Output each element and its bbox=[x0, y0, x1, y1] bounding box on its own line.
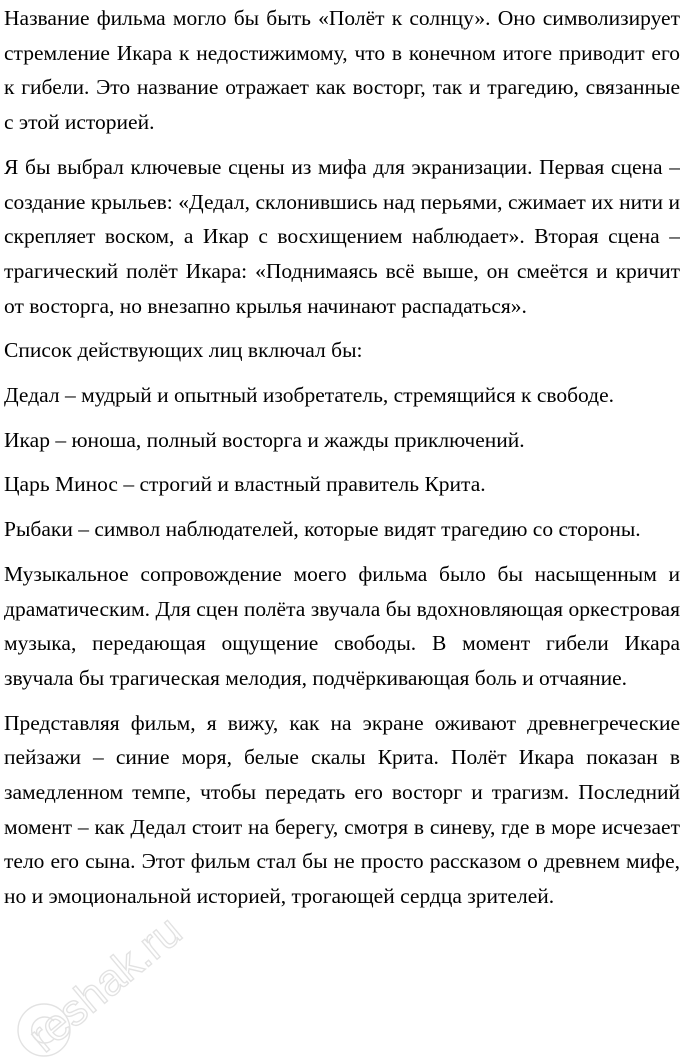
cast-item-icarus: Икар – юноша, полный восторга и жажды приключений. bbox=[4, 427, 525, 452]
paragraph-title-idea: Название фильма могло бы быть «Полёт к солнцу». Оно символизирует стремление Икара к недостижимому, что в конечном итоге приводит его к гибели. Это название отражает как восторг, так и трагедию, связанные с этой историей. bbox=[4, 6, 680, 135]
paragraph-vision: Представляя фильм, я вижу, как на экране оживают древнегреческие пейзажи – синие моря, белые скалы Крита. Полёт Икара показан в замедленном темпе, чтобы передать его восторг и трагизм. Последний момент – как Дедал стоит на берегу, смотря в синеву, где в море исчезает тело его сына. Этот фильм стал бы не просто рассказом о древнем мифе, но и эмоциональной историей, трогающей сердца зрителей. bbox=[4, 710, 680, 909]
watermark-copyright-c bbox=[32, 1017, 54, 1043]
cast-item-fishermen: Рыбаки – символ наблюдателей, которые видят трагедию со стороны. bbox=[4, 517, 641, 542]
watermark-text: reshak.ru bbox=[19, 906, 192, 1062]
document-body bbox=[4, 0, 680, 924]
watermark-copyright-icon bbox=[18, 1004, 70, 1056]
paragraph-music: Музыкальное сопровождение моего фильма было бы насыщенным и драматическим. Для сцен полёта звучала бы вдохновляющая оркестровая музыка, передающая ощущение свободы. В момент гибели Икара звучала бы трагическая мелодия, подчёркивающая боль и отчаяние. bbox=[4, 561, 680, 690]
paragraph-cast-intro: Список действующих лиц включал бы: bbox=[4, 338, 363, 363]
cast-item-daedalus: Дедал – мудрый и опытный изобретатель, стремящийся к свободе. bbox=[4, 383, 615, 408]
cast-item-minos: Царь Минос – строгий и властный правитель Крита. bbox=[4, 472, 486, 497]
paragraph-key-scenes: Я бы выбрал ключевые сцены из мифа для экранизации. Первая сцена – создание крыльев: «Дедал, склонившись над перьями, сжимает их нити и скрепляет воском, а Икар с восхищением наблюдает». Вторая сцена – трагический полёт Икара: «Поднимаясь всё выше, он смеётся и кричит от восторга, но внезапно крылья начинают распадаться». bbox=[4, 154, 680, 318]
